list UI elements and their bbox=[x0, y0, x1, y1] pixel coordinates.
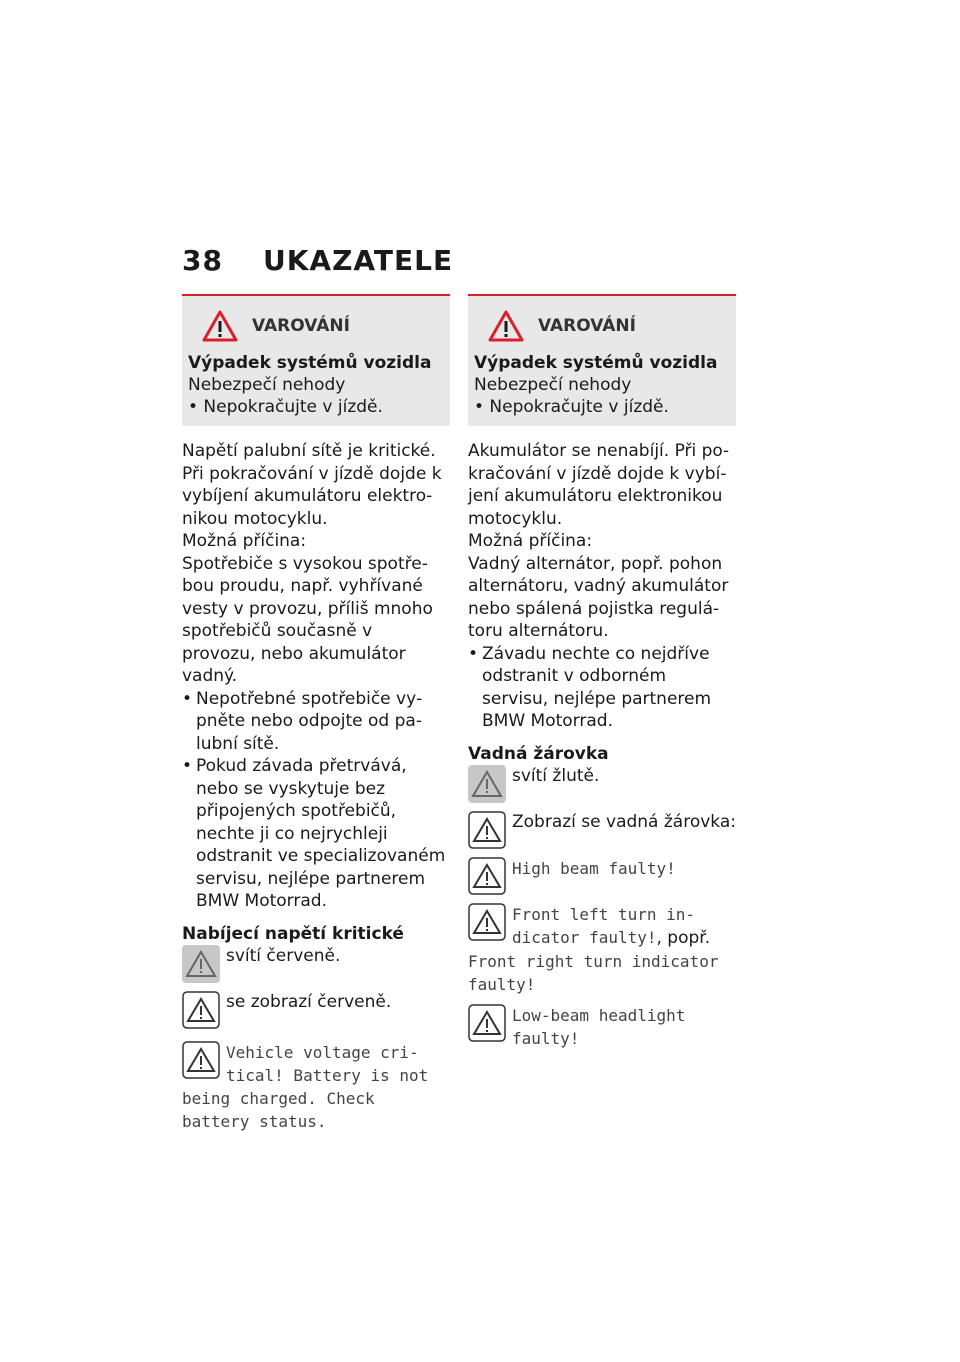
paragraph: Napětí palubní sítě je kritické. Při pokračování v jízdě dojde k vybíjení akumulátoru elektronikou motocyklu. bbox=[182, 441, 442, 529]
warning-light-icon bbox=[468, 765, 506, 803]
page-title: UKAZATELE bbox=[262, 244, 454, 277]
warning-line: Nebezpečí nehody bbox=[188, 375, 346, 395]
display-message-text: Vehicle voltage critical! Battery is not being charged. Check battery status. bbox=[182, 1042, 429, 1131]
warning-title: VAROVÁNÍ bbox=[538, 316, 636, 336]
display-message-text: High beam faulty! bbox=[512, 858, 676, 878]
display-message-text: Low-beam headlight faulty! bbox=[512, 1005, 686, 1048]
connector-text: , popř. bbox=[656, 927, 711, 948]
indicator-row bbox=[468, 857, 736, 895]
cause-label: Možná příčina: bbox=[182, 531, 307, 551]
display-message-text: Front left turn indicator faulty! bbox=[512, 904, 696, 947]
page-number: 38 bbox=[182, 244, 223, 277]
warning-line-bold: Výpadek systémů vozidla bbox=[188, 353, 432, 373]
cause-label: Možná příčina: bbox=[468, 531, 593, 551]
warning-display-icon bbox=[182, 1041, 220, 1079]
warning-display-icon bbox=[468, 857, 506, 895]
right-column bbox=[468, 294, 736, 1050]
warning-line-bold: Výpadek systémů vozidla bbox=[474, 353, 718, 373]
display-message bbox=[182, 1041, 450, 1133]
warning-triangle-icon bbox=[202, 310, 238, 342]
display-message-text: Front right turn indicator faulty! bbox=[468, 951, 719, 994]
indicator-row bbox=[468, 765, 736, 803]
paragraph: Akumulátor se nenabíjí. Při pokračování v jízdě dojde k vybíjení akumulátoru elektronikou motocyklu. bbox=[468, 441, 729, 529]
indicator-text: Zobrazí se vadná žárovka: bbox=[512, 811, 736, 832]
warning-header bbox=[202, 310, 444, 342]
paragraph: Vadný alternátor, popř. pohon alternátoru, vadný akumulátor nebo spálená pojistka regulátoru alternátoru. bbox=[468, 553, 729, 641]
indicator-row bbox=[182, 945, 450, 983]
indicator-row bbox=[182, 991, 450, 1029]
indicator-text: se zobrazí červeně. bbox=[226, 991, 392, 1012]
warning-box bbox=[468, 294, 736, 426]
warning-display-icon bbox=[468, 811, 506, 849]
bullet-item: • Závadu nechte co nejdříve odstranit v odborném servisu, nejlépe partnerem BMW Motorrad. bbox=[468, 643, 736, 733]
indicator-text: svítí červeně. bbox=[226, 945, 341, 966]
display-message bbox=[468, 903, 736, 996]
indicator-row bbox=[468, 1004, 736, 1050]
warning-box bbox=[182, 294, 450, 426]
paragraph: Spotřebiče s vysokou spotřebou proudu, např. vyhřívané vesty v provozu, příliš mnoho spotřebičů současně v provozu, nebo akumulátor vadný. bbox=[182, 553, 433, 686]
warning-header bbox=[488, 310, 730, 342]
bullet-item: • Nepotřebné spotřebiče vypněte nebo odpojte od palubní sítě. bbox=[182, 688, 450, 756]
page-header bbox=[182, 244, 453, 277]
warning-light-icon bbox=[182, 945, 220, 983]
warning-line: • Nepokračujte v jízdě. bbox=[474, 397, 669, 417]
section-heading: Nabíjecí napětí kritické bbox=[182, 923, 404, 944]
indicator-text: svítí žlutě. bbox=[512, 765, 600, 786]
warning-display-icon bbox=[468, 1004, 506, 1042]
warning-display-icon bbox=[182, 991, 220, 1029]
bullet-item: • Pokud závada přetrvává, nebo se vyskytuje bez připojených spotřebičů, nechte ji co nejrychleji odstranit ve specializovaném servisu, nejlépe partnerem BMW Motorrad. bbox=[182, 755, 450, 913]
left-column bbox=[182, 294, 450, 1133]
warning-display-icon bbox=[468, 903, 506, 941]
warning-triangle-icon bbox=[488, 310, 524, 342]
section-heading: Vadná žárovka bbox=[468, 743, 609, 764]
warning-line: Nebezpečí nehody bbox=[474, 375, 632, 395]
warning-line: • Nepokračujte v jízdě. bbox=[188, 397, 383, 417]
indicator-row bbox=[468, 811, 736, 849]
warning-title: VAROVÁNÍ bbox=[252, 316, 350, 336]
